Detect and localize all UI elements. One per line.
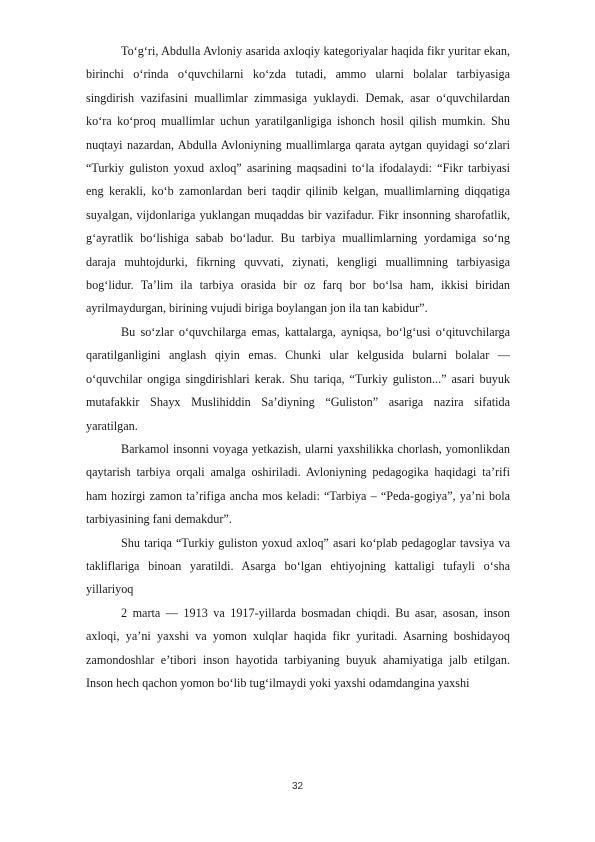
paragraph-4: Shu tariqa “Turkiy guliston yoxud axloq” asari ko‘plab pedagoglar tavsiya va takliflariga binoan yaratildi. Asarga bo‘lgan ehtiyojning kattaligi tufayli o‘sha yillariyoq [86, 535, 510, 597]
paragraph-2: Bu so‘zlar o‘quvchilarga emas, kattalarga, ayniqsa, bo‘lg‘usi o‘qituvchilarga qaratilganligini anglash qiyin emas. Chunki ular kelgusida bularni bolalar — o‘quvchilar ongiga singdirishlari kerak. Shu tariqa, “Turkiy guliston...” asari buyuk mutafakkir Shayx Muslihiddin Sa’diyning “Guliston” asariga nazira sifatida yaratilgan. [86, 324, 510, 433]
paragraph-3: Barkamol insonni voyaga yetkazish, ularni yaxshilikka chorlash, yomonlikdan qaytarish tarbiya orqali amalga oshiriladi. Avloniyning pedagogika haqidagi ta’rifi ham hozirgi zamon ta’rifiga ancha mos keladi: “Tarbiya – “Peda-gogiya”, ya’ni bola tarbiyasining fani demakdur”. [86, 441, 510, 527]
page-number: 32 [291, 781, 304, 792]
paragraph-5: 2 marta — 1913 va 1917-yillarda bosmadan chiqdi. Bu asar, asosan, inson axloqi, ya’ni yaxshi va yomon xulqlar haqida fikr yuritadi. Asarning boshidayoq zamondoshlar e’tibori inson hayotida tarbiyaning buyuk ahamiyatiga jalb etilgan. Inson hech qachon yomon bo‘lib tug‘ilmaydi yoki yaxshi odamdangina yaxshi [86, 605, 510, 690]
body-text [86, 40, 510, 695]
paragraph-1: To‘g‘ri, Abdulla Avloniy asarida axloqiy kategoriyalar haqida fikr yuritar ekan, birinchi o‘rinda o‘quvchilarni ko‘zda tutadi, ammo ularni bolalar tarbiyasiga singdirish vazifasini muallimlar zimmasiga yuklaydi. Demak, asar o‘quvchilardan ko‘ra ko‘proq muallimlar uchun yaratilganligiga ishonch hosil qilish mumkin. Shu nuqtayi nazardan, Abdulla Avloniyning muallimlarga qarata aytgan quyidagi so‘zlari “Turkiy guliston yoxud axloq” asarining maqsadini to‘la ifodalaydi: “Fikr tarbiyasi eng kerakli, ko‘b zamonlardan beri taqdir qilinib kelgan, muallimlarning diqqatiga suyalgan, vijdonlariga yuklangan muqaddas bir vazifadur. Fikr insonning sharofatlik, g‘ayratlik bo‘lishiga sabab bo‘ladur. Bu tarbiya muallimlarning yordamiga so‘ng daraja muhtojdurki, fikrning quvvati, ziynati, kengligi muallimning tarbiyasiga bog‘lidur. Ta’lim ila tarbiya orasida bir oz farq bor bo‘lsa ham, ikkisi biridan ayrilmaydurgan, birining vujudi biriga boylangan jon ila tan kabidur”. [86, 44, 510, 316]
